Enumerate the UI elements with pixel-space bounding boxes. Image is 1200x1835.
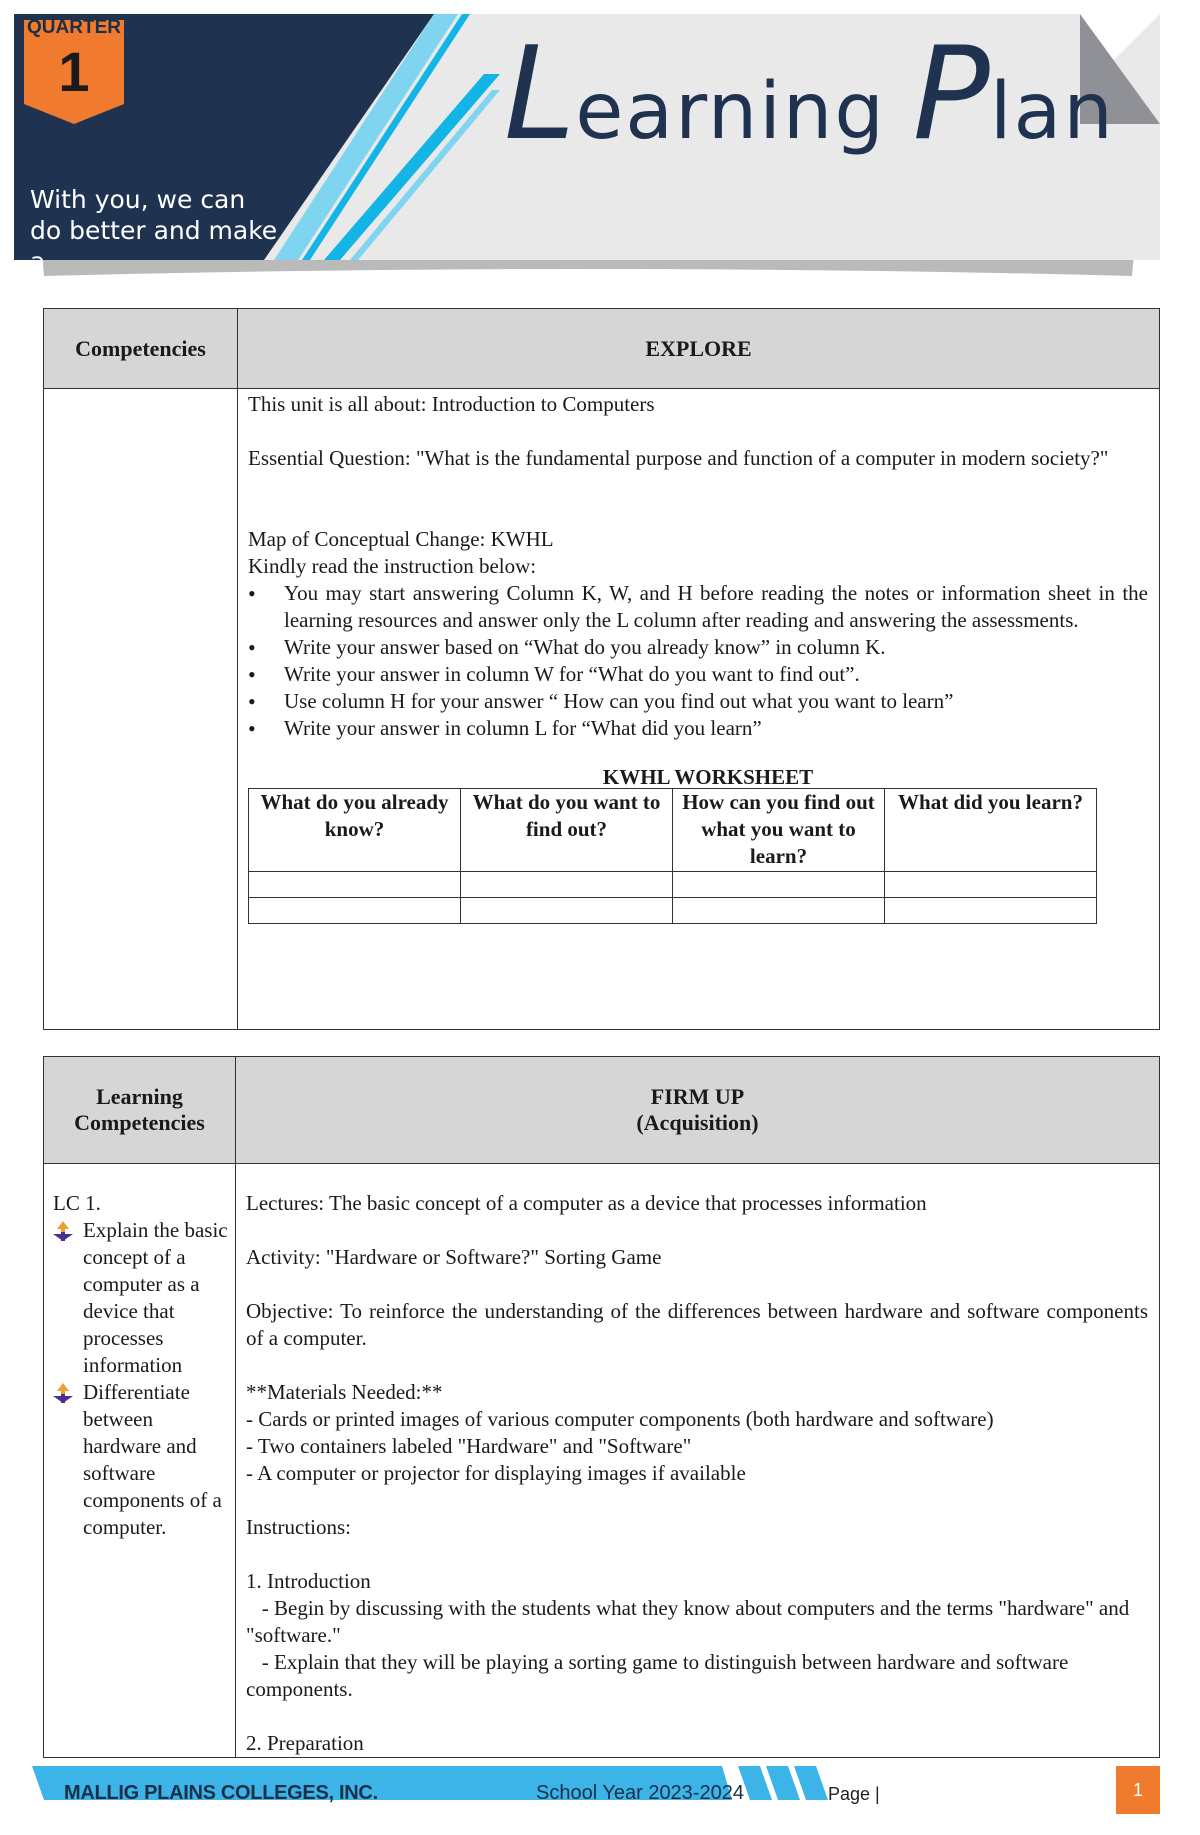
list-item: • Use column H for your answer “ How can you find out what you want to learn”: [248, 688, 1148, 715]
page-title: [504, 20, 1115, 169]
activity-line: Activity: "Hardware or Software?" Sorting Game: [246, 1245, 662, 1269]
step-title: 2. Preparation: [246, 1731, 364, 1755]
kwhl-header-l: What did you learn?: [885, 789, 1097, 872]
lectures-line: Lectures: The basic concept of a computer as a device that processes information: [246, 1191, 927, 1215]
list-item: [53, 1217, 231, 1379]
list-item: • Write your answer in column W for “What do you want to find out”.: [248, 661, 1148, 688]
instruction-intro: Kindly read the instruction below:: [248, 554, 537, 578]
kwhl-header-k: What do you already know?: [249, 789, 461, 872]
kwhl-cell[interactable]: [673, 872, 885, 898]
map-title: Map of Conceptual Change: KWHL: [248, 527, 554, 551]
footer: [0, 1760, 1200, 1820]
competency-text: Explain the basic concept of a computer as a device that processes information: [83, 1218, 228, 1377]
title-second-cap: P: [912, 20, 990, 169]
step-line: - Begin by discussing with the students what they know about computers and the terms "hardware" and "software.": [246, 1596, 1135, 1647]
arrow-bullet-icon: [53, 1383, 73, 1403]
competencies-header: Competencies: [44, 309, 238, 389]
explore-table: [43, 308, 1160, 1030]
quarter-label: QUARTER: [27, 17, 121, 38]
essential-question: Essential Question: "What is the fundamental purpose and function of a computer in modern society?": [248, 446, 1109, 470]
kwhl-worksheet: [248, 788, 1097, 924]
competency-list: [53, 1217, 231, 1541]
explore-content: [238, 389, 1160, 1030]
kwhl-cell[interactable]: [673, 898, 885, 924]
kwhl-cell[interactable]: [885, 872, 1097, 898]
list-item: [53, 1379, 231, 1541]
step-line: - Explain that they will be playing a sorting game to distinguish between hardware and software components.: [246, 1650, 1074, 1701]
kwhl-cell[interactable]: [461, 872, 673, 898]
explore-header: EXPLORE: [238, 309, 1160, 389]
firm-up-header: [236, 1057, 1160, 1164]
list-item: • You may start answering Column K, W, and H before reading the notes or information sheet in the learning resources and answer only the L column after reading and answering the assessments.: [248, 580, 1148, 634]
title-first-rest: earning: [575, 67, 913, 157]
materials-title: **Materials Needed:**: [246, 1380, 443, 1404]
table-row: [249, 872, 1097, 898]
college-name: MALLIG PLAINS COLLEGES, INC.: [64, 1782, 378, 1804]
material-item: - A computer or projector for displaying images if available: [246, 1461, 746, 1485]
objective-line: Objective: To reinforce the understanding of the differences between hardware and software components of a computer.: [246, 1299, 1148, 1350]
competencies-cell: [44, 389, 238, 1030]
quarter-number: 1: [58, 40, 90, 103]
school-year: School Year 2023-2024: [536, 1782, 744, 1804]
kwhl-header-w: What do you want to find out?: [461, 789, 673, 872]
page-label: Page |: [828, 1784, 880, 1804]
list-item: • Write your answer in column L for “What did you learn”: [248, 715, 1148, 742]
arrow-bullet-icon: [53, 1221, 73, 1241]
step-title: 1. Introduction: [246, 1569, 371, 1593]
kwhl-title: KWHL WORKSHEET: [602, 765, 814, 789]
firm-up-table: [43, 1056, 1160, 1758]
kwhl-cell[interactable]: [249, 872, 461, 898]
title-second-rest: lan: [989, 67, 1115, 157]
competency-text: Differentiate between hardware and software components of a computer.: [83, 1380, 222, 1539]
kwhl-cell[interactable]: [885, 898, 1097, 924]
title-first-cap: L: [504, 20, 576, 169]
kwhl-cell[interactable]: [249, 898, 461, 924]
instructions-title: Instructions:: [246, 1515, 351, 1539]
firm-up-content: [236, 1164, 1160, 1758]
learning-competencies-header: Learning Competencies: [44, 1057, 236, 1164]
page-number: 1: [1116, 1766, 1160, 1814]
unit-line: This unit is all about: Introduction to Computers: [248, 392, 655, 416]
lc-label: LC 1.: [53, 1191, 101, 1215]
header-banner: [14, 14, 1160, 276]
firm-up-subtitle: (Acquisition): [636, 1110, 759, 1135]
material-item: - Cards or printed images of various computer components (both hardware and software): [246, 1407, 994, 1431]
list-item: • Write your answer based on “What do you already know” in column K.: [248, 634, 1148, 661]
kwhl-header-h: How can you find out what you want to learn?: [673, 789, 885, 872]
kwhl-cell[interactable]: [461, 898, 673, 924]
material-item: - Two containers labeled "Hardware" and "Software": [246, 1434, 692, 1458]
firm-up-title: FIRM UP: [650, 1084, 745, 1109]
competency-list-cell: [44, 1164, 236, 1758]
instruction-list: [248, 580, 1148, 742]
table-row: [249, 898, 1097, 924]
tagline: With you, we can do better and make a: [30, 185, 278, 276]
